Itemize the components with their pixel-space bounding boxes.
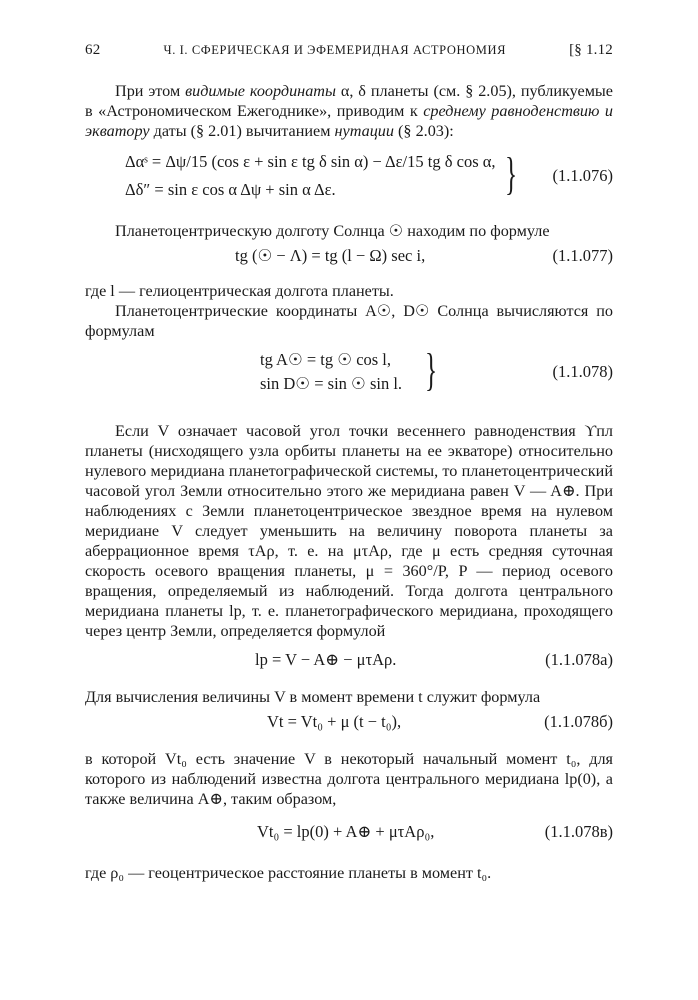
- running-header: [85, 42, 613, 59]
- right-brace: }: [505, 148, 518, 199]
- equation-number-078: (1.1.078): [552, 362, 613, 381]
- paragraph-7: в которой Vt₀ есть значение V в некоторый начальный момент t₀, для которого из наблюдений известна долгота центрального меридиана lp(0), а также величина A⊕, таким образом,: [85, 750, 613, 808]
- paragraph-3: где l — гелиоцентрическая долгота планеты.: [85, 282, 394, 300]
- equation-number-078v: (1.1.078в): [544, 822, 613, 841]
- equation-number-076: (1.1.076): [552, 166, 613, 185]
- paragraph-6: Для вычисления величины V в момент времени t служит формула: [85, 688, 541, 706]
- equation-076-line-2: Δδ″ = sin ε cos α Δψ + sin α Δε.: [125, 180, 336, 199]
- right-brace: }: [425, 344, 438, 395]
- equation-076-line-1: Δαˢ = Δψ/15 (cos ε + sin ε tg δ sin α) − Δε/15 tg δ cos α,: [125, 152, 496, 171]
- paragraph-5: Если V означает часовой угол точки весеннего равноденствия ϒпл планеты (нисходящего узла орбиты планеты на ее экваторе) относительно нулевого меридиана планетографической системы, то планетоцентрический часовой угол Земли относительно этого же меридиана равен V — A⊕. При наблюдениях с Земли планетоцентрическое звездное время на нулевом меридиане V следует уменьшить на величину поворота планеты за аберрационное время τAρ, т. е. на μτAρ, где μ есть средняя суточная скорость осевого вращения планеты, μ = 360°/P, P — период осевого вращения, определяемый из наблюдений. Тогда долгота центрального меридиана планеты lp, т. е. планетографического меридиана, проходящего через центр Земли, определяется формулой: [85, 422, 613, 640]
- equation-number-078b: (1.1.078б): [544, 712, 613, 731]
- equation-1-1-078v: [85, 821, 613, 847]
- equation-078a: lp = V − A⊕ − μτAρ.: [255, 650, 397, 669]
- paragraph-2: Планетоцентрическую долготу Солнца ☉ находим по формуле: [115, 222, 550, 240]
- equation-1-1-078a: [85, 649, 613, 675]
- page-number: 62: [85, 42, 101, 58]
- equation-078-line-2: sin D☉ = sin ☉ sin l.: [260, 374, 403, 393]
- paragraph-1: При этом видимые координаты α, δ планеты (см. § 2.05), публикуемые в «Астрономическом Ежегоднике», приводим к среднему равноденствию и экватору даты (§ 2.01) вычитанием нутации (§ 2.03):: [85, 82, 613, 140]
- section-ref: [§ 1.12: [569, 42, 613, 58]
- equation-077: tg (☉ − Λ) = tg (l − Ω) sec i,: [235, 246, 426, 265]
- paragraph-8: где ρ₀ — геоцентрическое расстояние планеты в момент t₀.: [85, 864, 492, 882]
- equation-078v: Vt₀ = lp(0) + A⊕ + μτAρ₀,: [257, 822, 435, 841]
- equation-number-078a: (1.1.078а): [545, 650, 613, 669]
- equation-1-1-078: [85, 344, 613, 399]
- paragraph-4: Планетоцентрические координаты A☉, D☉ Солнца вычисляются по формулам: [85, 302, 613, 340]
- equation-078b: Vt = Vt₀ + μ (t − t₀),: [267, 712, 402, 731]
- equation-1-1-077: [85, 245, 613, 271]
- equation-078-line-1: tg A☉ = tg ☉ cos l,: [260, 350, 392, 369]
- equation-number-077: (1.1.077): [552, 246, 613, 265]
- equation-1-1-076: [85, 149, 613, 207]
- running-title: Ч. I. СФЕРИЧЕСКАЯ И ЭФЕМЕРИДНАЯ АСТРОНОМИЯ: [163, 43, 507, 57]
- page: [85, 42, 613, 883]
- equation-1-1-078b: [85, 711, 613, 737]
